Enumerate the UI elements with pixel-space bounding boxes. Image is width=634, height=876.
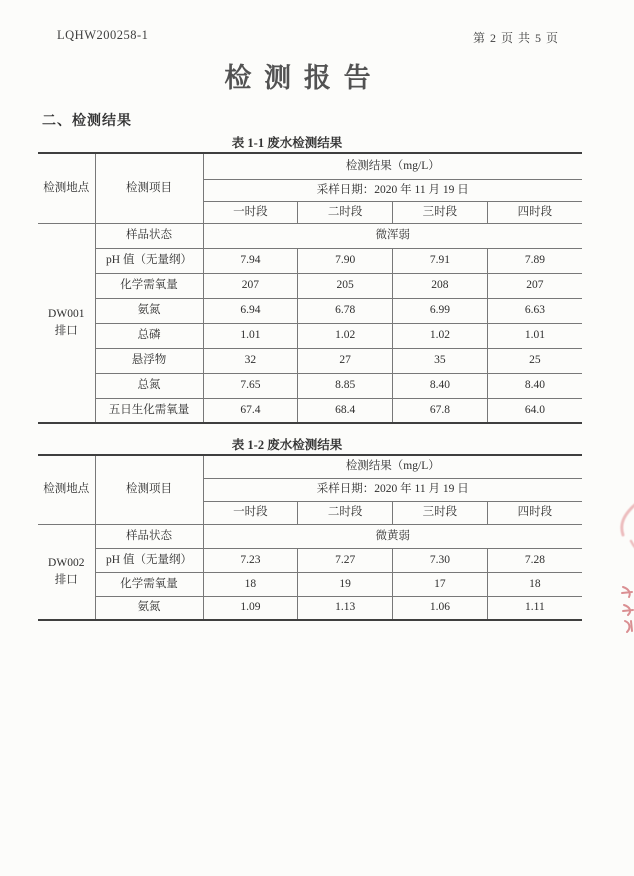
- location-cell: DW001 排口: [38, 223, 95, 423]
- cell-value: 207: [203, 273, 298, 298]
- period-header: 一时段: [203, 501, 298, 524]
- col-header-location: 检测地点: [38, 153, 95, 223]
- sampling-date: 采样日期：2020 年 11 月 19 日: [203, 179, 582, 201]
- sampling-date: 采样日期：2020 年 11 月 19 日: [203, 478, 582, 501]
- cell-item: pH 值（无量纲）: [95, 248, 203, 273]
- period-header: 二时段: [298, 501, 393, 524]
- cell-item: 氨氮: [95, 298, 203, 323]
- cell-item: 化学需氧量: [95, 572, 203, 596]
- cell-value: 7.91: [393, 248, 488, 273]
- cell-value: 205: [298, 273, 393, 298]
- cell-value: 1.13: [298, 596, 393, 620]
- page-number: 第 2 页 共 5 页: [473, 31, 560, 45]
- table-row: [38, 572, 582, 596]
- red-stamp-fragment-bottom-icon: [617, 583, 634, 635]
- cell-value: 8.85: [298, 373, 393, 398]
- table-1-caption: 表 1-1 废水检测结果: [231, 136, 343, 150]
- period-header: 一时段: [203, 201, 298, 223]
- cell-value: 17: [393, 572, 488, 596]
- table-row: [38, 373, 582, 398]
- period-header: 二时段: [298, 201, 393, 223]
- col-header-result: 检测结果（mg/L）: [203, 455, 582, 478]
- red-stamp-fragment-top-icon: [613, 501, 634, 553]
- cell-value: 35: [393, 348, 488, 373]
- cell-item: 悬浮物: [95, 348, 203, 373]
- cell-value: 7.94: [203, 248, 298, 273]
- cell-value: 7.65: [203, 373, 298, 398]
- cell-value: 67.8: [393, 398, 488, 423]
- table-row: [38, 596, 582, 620]
- cell-value: 1.02: [298, 323, 393, 348]
- wastewater-results-table-1: [38, 152, 582, 424]
- cell-value: 208: [393, 273, 488, 298]
- section-heading: 二、检测结果: [42, 114, 132, 129]
- cell-item: 样品状态: [95, 223, 203, 248]
- cell-value: 7.28: [487, 548, 582, 572]
- cell-value: 68.4: [298, 398, 393, 423]
- report-number: LQHW200258-1: [57, 28, 149, 42]
- cell-value: 6.63: [487, 298, 582, 323]
- wastewater-results-table-2: [38, 454, 582, 621]
- table-row: [38, 348, 582, 373]
- cell-value: 7.89: [487, 248, 582, 273]
- cell-value: 207: [487, 273, 582, 298]
- cell-value: 18: [203, 572, 298, 596]
- table-row: [38, 298, 582, 323]
- cell-value: 32: [203, 348, 298, 373]
- cell-value: 7.90: [298, 248, 393, 273]
- cell-value: 8.40: [487, 373, 582, 398]
- cell-value: 18: [487, 572, 582, 596]
- table-2-caption: 表 1-2 废水检测结果: [231, 438, 343, 452]
- cell-value: 7.27: [298, 548, 393, 572]
- cell-value: 7.30: [393, 548, 488, 572]
- col-header-result: 检测结果（mg/L）: [203, 153, 582, 179]
- period-header: 四时段: [487, 501, 582, 524]
- cell-value: 6.94: [203, 298, 298, 323]
- cell-value: 8.40: [393, 373, 488, 398]
- cell-value: 1.01: [487, 323, 582, 348]
- cell-value: 27: [298, 348, 393, 373]
- sample-state-value: 微浑弱: [203, 223, 582, 248]
- period-header: 四时段: [487, 201, 582, 223]
- location-cell: DW002 排口: [38, 524, 95, 620]
- cell-item: pH 值（无量纲）: [95, 548, 203, 572]
- period-header: 三时段: [393, 501, 488, 524]
- cell-item: 样品状态: [95, 524, 203, 548]
- cell-value: 6.99: [393, 298, 488, 323]
- col-header-location: 检测地点: [38, 455, 95, 524]
- cell-item: 五日生化需氧量: [95, 398, 203, 423]
- cell-item: 总氮: [95, 373, 203, 398]
- cell-value: 1.11: [487, 596, 582, 620]
- cell-value: 1.06: [393, 596, 488, 620]
- table-row: [38, 248, 582, 273]
- table-row: [38, 398, 582, 423]
- col-header-item: 检测项目: [95, 153, 203, 223]
- cell-value: 67.4: [203, 398, 298, 423]
- cell-item: 总磷: [95, 323, 203, 348]
- table-row: [38, 273, 582, 298]
- col-header-item: 检测项目: [95, 455, 203, 524]
- table-row: [38, 323, 582, 348]
- period-header: 三时段: [393, 201, 488, 223]
- cell-value: 64.0: [487, 398, 582, 423]
- report-title: 检 测 报 告: [224, 63, 374, 93]
- table-row: [38, 548, 582, 572]
- cell-value: 1.09: [203, 596, 298, 620]
- cell-item: 氨氮: [95, 596, 203, 620]
- cell-value: 1.01: [203, 323, 298, 348]
- sample-state-value: 微黄弱: [203, 524, 582, 548]
- cell-item: 化学需氧量: [95, 273, 203, 298]
- cell-value: 7.23: [203, 548, 298, 572]
- cell-value: 6.78: [298, 298, 393, 323]
- cell-value: 1.02: [393, 323, 488, 348]
- cell-value: 19: [298, 572, 393, 596]
- cell-value: 25: [487, 348, 582, 373]
